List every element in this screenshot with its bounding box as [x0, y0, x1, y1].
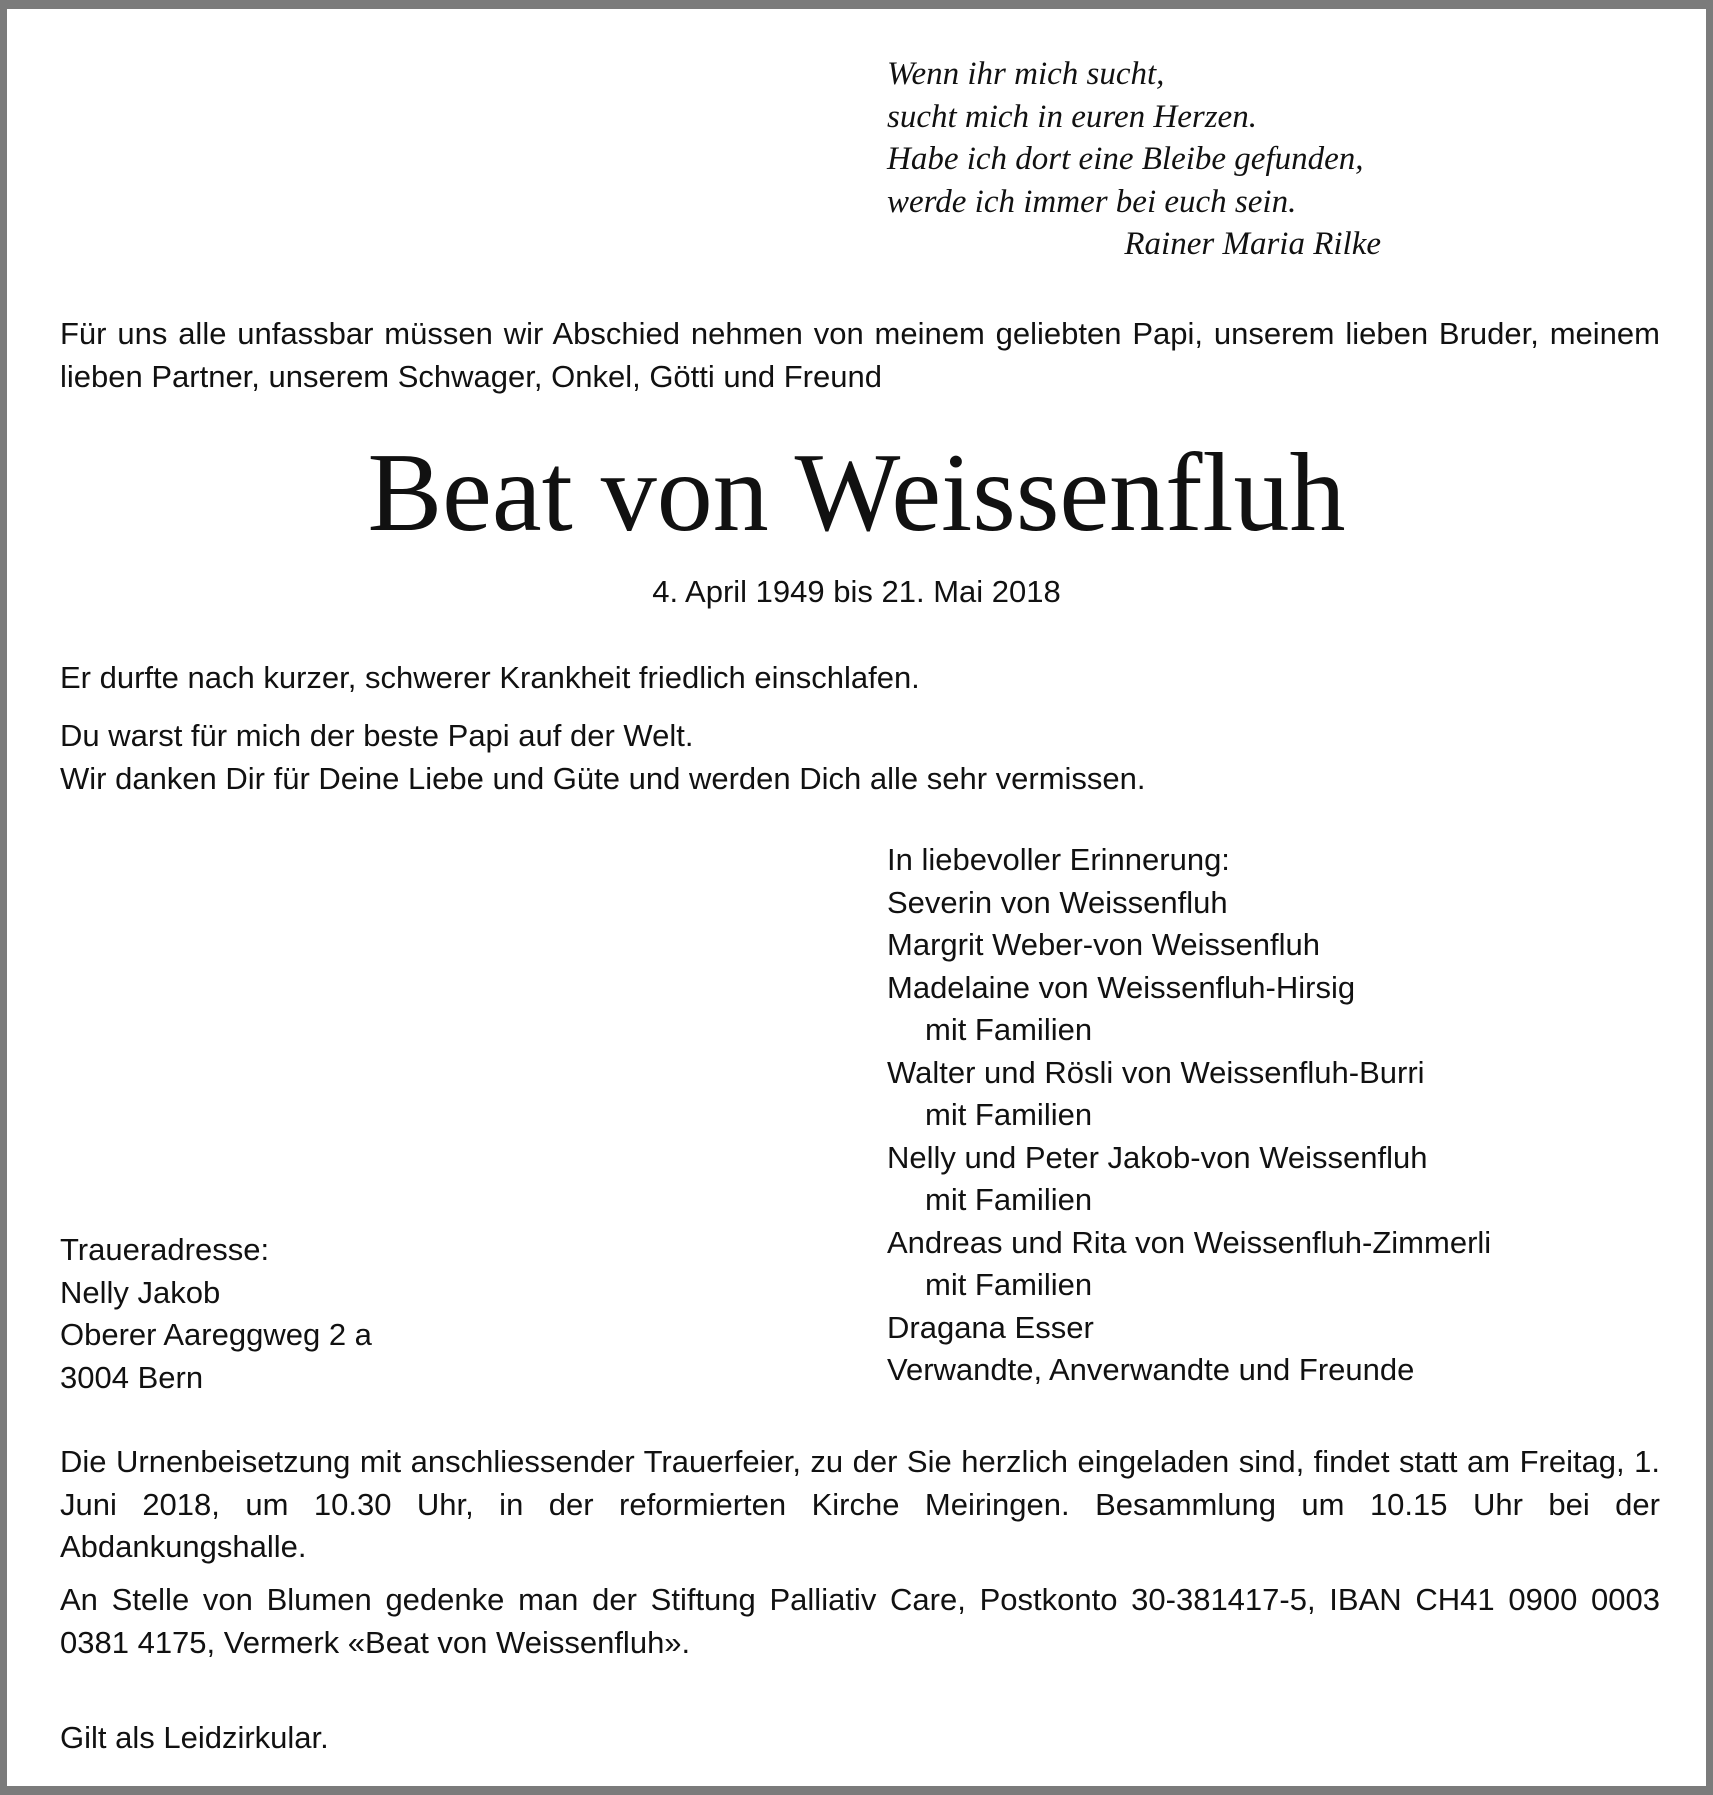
mourners-list	[887, 839, 1687, 1392]
life-dates: 4. April 1949 bis 21. Mai 2018	[652, 574, 1061, 609]
mourner-name: Verwandte, Anverwandte und Freunde	[887, 1352, 1415, 1387]
message-line-2: Du warst für mich der beste Papi auf der Welt.	[60, 718, 694, 753]
poem-line-1: Wenn ihr mich sucht,	[887, 56, 1165, 92]
mourner-family: mit Familien	[925, 1267, 1093, 1302]
mourner-name: Nelly und Peter Jakob-von Weissenfluh	[887, 1139, 1428, 1175]
mourner-name: Margrit Weber-von Weissenfluh	[887, 927, 1321, 962]
poem-block	[887, 53, 1407, 266]
address-city: 3004 Bern	[60, 1359, 204, 1395]
message-line-1: Er durfte nach kurzer, schwerer Krankheit friedlich einschlafen.	[60, 660, 920, 695]
circular-note: Gilt als Leidzirkular.	[60, 1720, 329, 1755]
mourner-name: Andreas und Rita von Weissenfluh-Zimmerli	[887, 1224, 1492, 1260]
mourning-address	[60, 1229, 660, 1399]
address-street: Oberer Aareggweg 2 a	[60, 1317, 372, 1352]
deceased-name: Beat von Weissenfluh	[367, 431, 1346, 555]
mourner-name: Madelaine von Weissenfluh-Hirsig	[887, 969, 1356, 1005]
mourner-name: Walter und Rösli von Weissenfluh-Burri	[887, 1054, 1425, 1090]
intro-text: Für uns alle unfassbar müssen wir Abschied nehmen von meinem geliebten Papi, unserem lieben Bruder, meinem lieben Partner, unserem Schwager, Onkel, Götti und Freund	[60, 316, 1660, 394]
message-line-3: Wir danken Dir für Deine Liebe und Güte und werden Dich alle sehr vermissen.	[60, 760, 1146, 796]
mourner-family: mit Familien	[925, 1097, 1093, 1132]
mourner-name: Dragana Esser	[887, 1309, 1094, 1345]
poem-author: Rainer Maria Rilke	[1124, 226, 1381, 262]
mourners-heading: In liebevoller Erinnerung:	[887, 842, 1230, 877]
address-label: Traueradresse:	[60, 1232, 270, 1267]
burial-info: Die Urnenbeisetzung mit anschliessender Trauerfeier, zu der Sie herzlich eingeladen sind, findet statt am Freitag, 1. Juni 2018, um 10.30 Uhr, in der reformierten Kirche Meiringen. Besammlung um 10.15 Uhr bei der Abdankungshalle.	[60, 1444, 1660, 1564]
donation-info: An Stelle von Blumen gedenke man der Stiftung Palliativ Care, Postkonto 30-381417-5, IBAN CH41 0900 0003 0381 4175, Vermerk «Beat von Weissenfluh».	[60, 1582, 1660, 1660]
mourner-family: mit Familien	[925, 1182, 1093, 1217]
mourner-name: Severin von Weissenfluh	[887, 884, 1228, 920]
address-name: Nelly Jakob	[60, 1274, 221, 1310]
message-block	[60, 715, 1660, 800]
poem-line-3: Habe ich dort eine Bleibe gefunden,	[887, 141, 1364, 177]
poem-line-4: werde ich immer bei euch sein.	[887, 183, 1297, 220]
poem-line-2: sucht mich in euren Herzen.	[887, 98, 1257, 135]
mourner-family: mit Familien	[925, 1012, 1093, 1047]
